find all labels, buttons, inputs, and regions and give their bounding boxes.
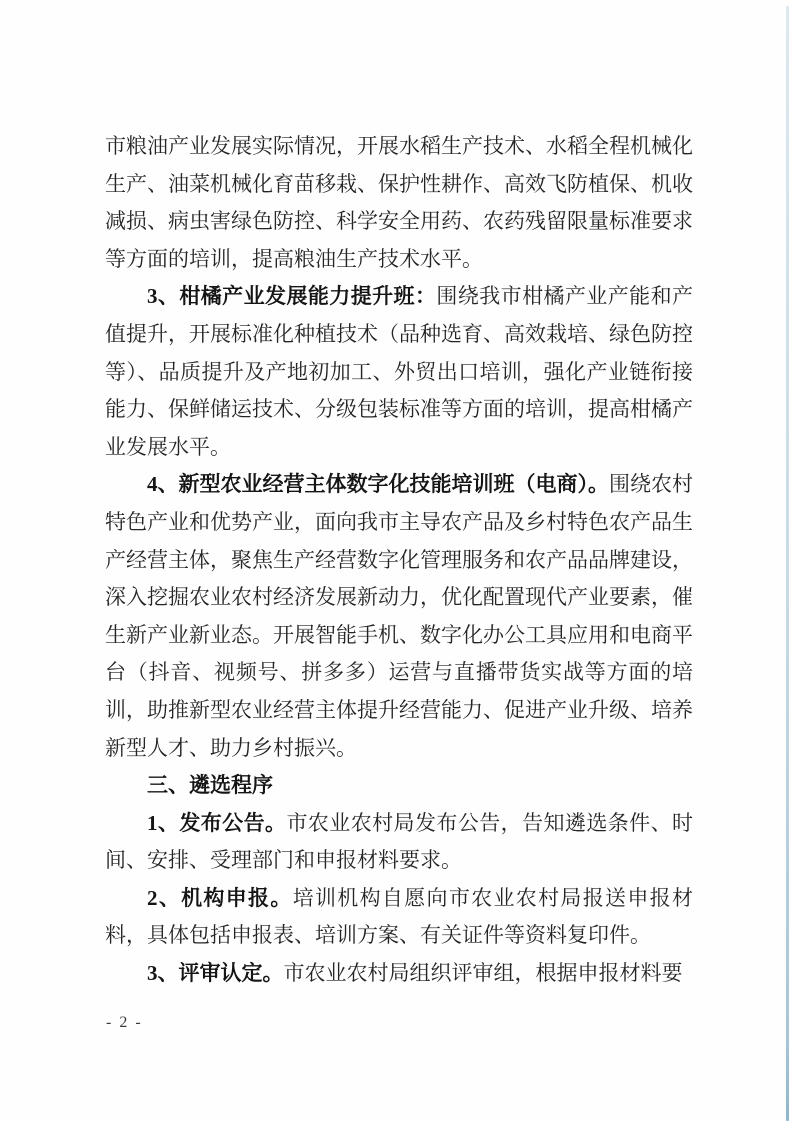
paragraph-review-step	[105, 955, 693, 993]
paragraph-text: 培训机构自愿向市农业农村局报送申报材料，具体包括申报表、培训方案、有关证件等资料复印件。	[105, 885, 693, 948]
paragraph-lead: 3、柑橘产业发展能力提升班：	[147, 284, 437, 309]
paragraph-text: 市农业农村局组织评审组，根据申报材料要	[283, 961, 683, 986]
paragraph-digital-ecommerce-training	[105, 466, 693, 767]
paragraph-text: 围绕农村特色产业和优势产业，面向我市主导农产品及乡村特色农产品生产经营主体，聚焦生产经营数字化管理服务和农产品品牌建设，深入挖掘农业农村经济发展新动力，优化配置现代产业要素，催生新产业新业态。开展智能手机、数字化办公工具应用和电商平台（抖音、视频号、拼多多）运营与直播带货实战等方面的培训，助推新型农业经营主体提升经营能力、促进产业升级、培养新型人才、助力乡村振兴。	[105, 472, 693, 760]
paragraph-citrus-training	[105, 278, 693, 466]
section-heading-text: 三、遴选程序	[147, 774, 273, 798]
paragraph-lead: 3、评审认定。	[147, 961, 284, 986]
paragraph-text: 市农业农村局发布公告，告知遴选条件、时间、安排、受理部门和申报材料要求。	[105, 810, 694, 873]
page-number: - 2 -	[106, 1014, 143, 1031]
paragraph-text: 围绕我市柑橘产业产能和产值提升，开展标准化种植技术（品种选育、高效栽培、绿色防控等）、品质提升及产地初加工、外贸出口培训，强化产业链衔接能力、保鲜储运技术、分级包装标准等方面的培训，提高柑橘产业发展水平。	[105, 284, 694, 459]
paragraph-grain-oil-training	[105, 128, 693, 278]
paragraph-announcement-step	[105, 805, 693, 880]
paragraph-lead: 4、新型农业经营主体数字化技能培训班（电商）。	[147, 472, 609, 497]
paragraph-lead: 1、发布公告。	[147, 810, 287, 835]
paragraph-lead: 2、机构申报。	[147, 885, 293, 910]
paragraph-text: 市粮油产业发展实际情况，开展水稻生产技术、水稻全程机械化生产、油菜机械化育苗移栽、保护性耕作、高效飞防植保、机收减损、病虫害绿色防控、科学安全用药、农药残留限量标准要求等方面的培训，提高粮油生产技术水平。	[105, 134, 693, 271]
section-heading-selection-procedure	[105, 767, 693, 805]
paragraph-application-step	[105, 880, 693, 955]
document-body	[105, 128, 693, 993]
scan-edge-line	[786, 6, 789, 1121]
